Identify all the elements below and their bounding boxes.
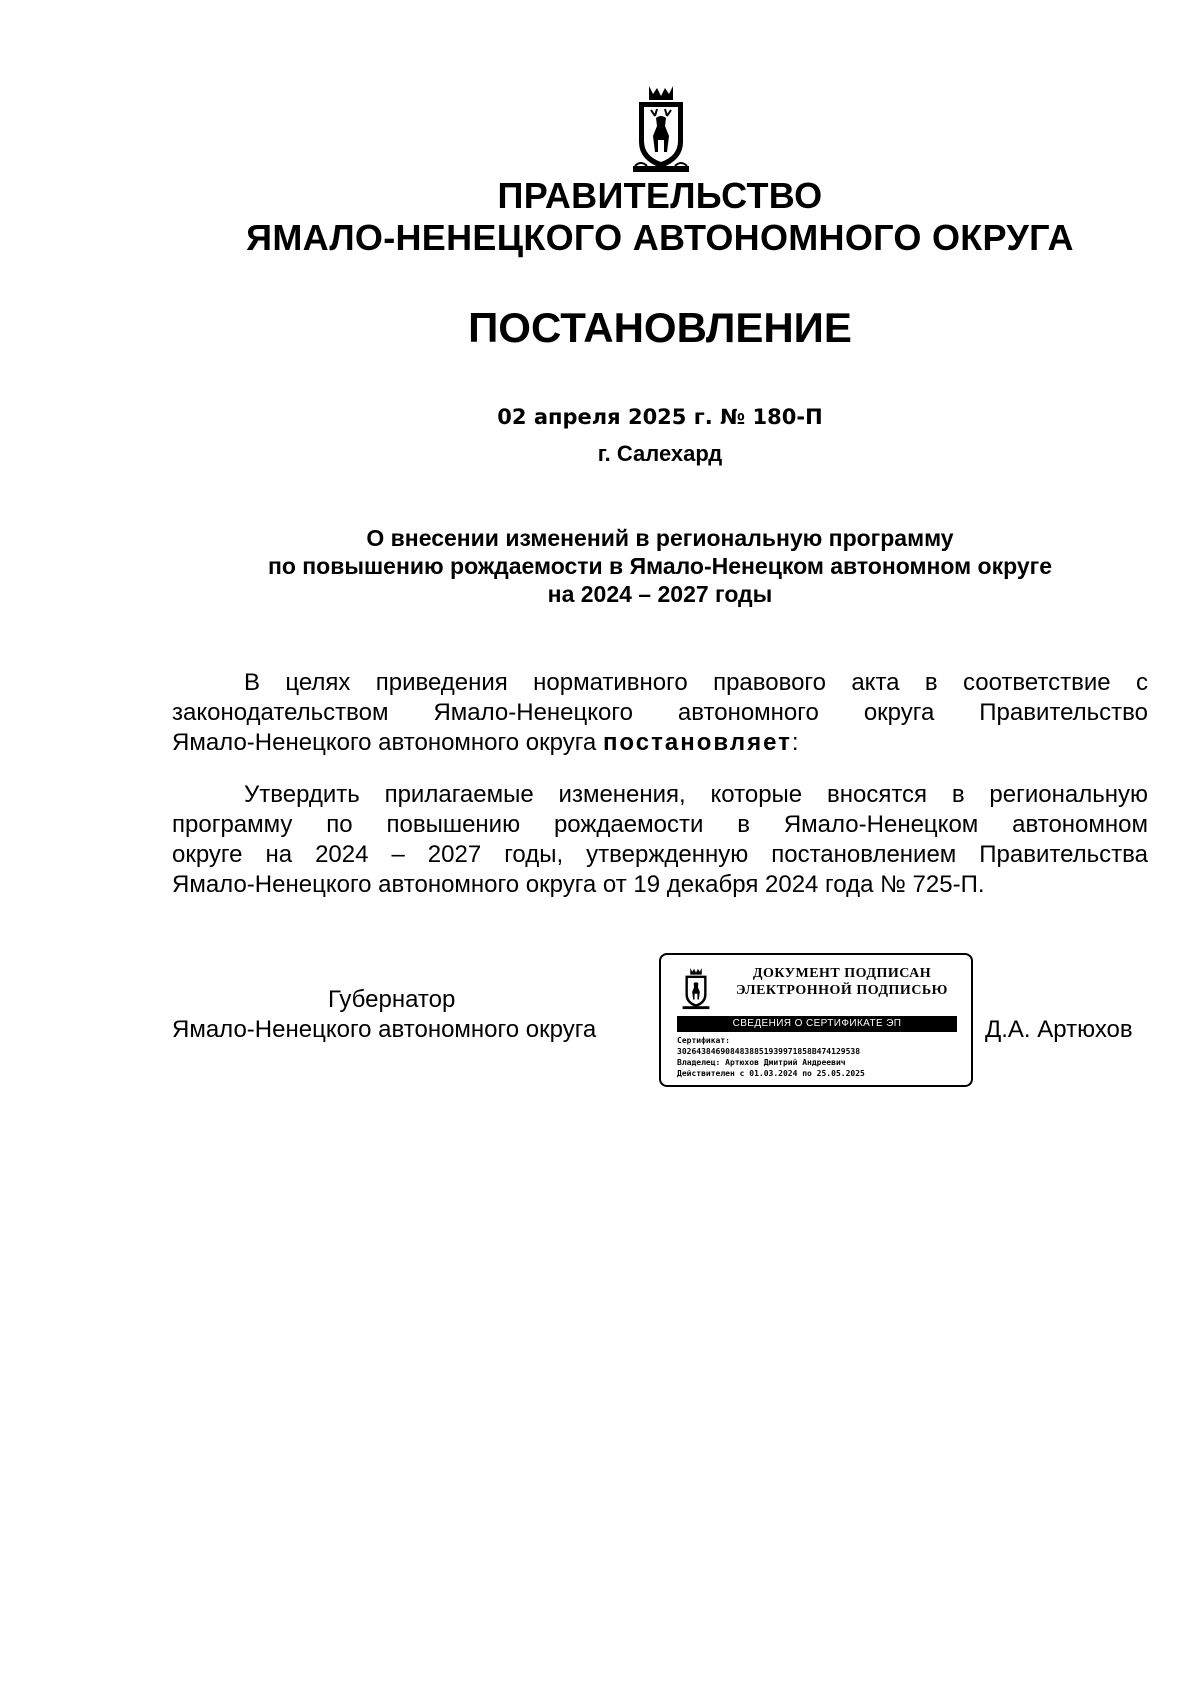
- paragraph-line: программу по повышению рождаемости в Ямало-Ненецком автономном: [172, 811, 1148, 838]
- title-line: по повышению рождаемости в Ямало-Ненецком автономном округе: [267, 553, 1053, 579]
- stamp-title-line: ЭЛЕКТРОННОЙ ПОДПИСЬЮ: [736, 983, 948, 998]
- signatory-name: Д.А. Артюхов: [985, 1016, 1133, 1043]
- stamp-title-line: ДОКУМЕНТ ПОДПИСАН: [752, 966, 932, 981]
- document-title: [150, 524, 1170, 608]
- certificate-validity: Действителен с 01.03.2024 по 25.05.2025: [677, 1069, 865, 1078]
- title-line: О внесении изменений в региональную программу: [366, 525, 954, 551]
- document-city: г. Салехард: [597, 441, 723, 466]
- certificate-info-bar: СВЕДЕНИЯ О СЕРТИФИКАТЕ ЭП: [677, 1016, 957, 1032]
- paragraph-text: Ямало-Ненецкого автономного округа: [172, 729, 603, 756]
- paragraph-line: законодательством Ямало-Ненецкого автономного округа Правительство: [172, 699, 1148, 726]
- signatory-position: Губернатор: [328, 986, 456, 1013]
- paragraph-line: Ямало-Ненецкого автономного округа от 19 декабря 2024 года № 725-П.: [172, 871, 985, 898]
- paragraph-line: В целях приведения нормативного правового акта в соответствие с: [244, 669, 1148, 696]
- title-line: на 2024 – 2027 годы: [547, 581, 773, 607]
- document-date-number: 02 апреля 2025 г. № 180-П: [497, 405, 823, 429]
- government-title: ПРАВИТЕЛЬСТВО: [497, 175, 823, 216]
- certificate-number: 3026438469084838851939971858B474129538: [677, 1047, 861, 1056]
- coat-of-arms-emblem: [631, 84, 691, 176]
- signatory-region: Ямало-Ненецкого автономного округа: [172, 1016, 597, 1043]
- paragraph-text: :: [791, 729, 799, 756]
- resolves-keyword: постановляет: [602, 729, 792, 756]
- paragraph-line: [172, 728, 1148, 758]
- government-region: ЯМАЛО-НЕНЕЦКОГО АВТОНОМНОГО ОКРУГА: [246, 217, 1074, 258]
- document-type: ПОСТАНОВЛЕНИЕ: [468, 304, 852, 351]
- stamp-emblem-icon: [681, 967, 711, 1011]
- body-paragraph: [172, 780, 1148, 900]
- paragraph-line: Утвердить прилагаемые изменения, которые вносятся в региональную: [244, 781, 1148, 808]
- electronic-signature-stamp: [659, 953, 973, 1087]
- paragraph-line: округе на 2024 – 2027 годы, утвержденную постановлением Правительства: [172, 841, 1148, 868]
- certificate-details: [677, 1035, 865, 1079]
- certificate-owner: Владелец: Артюхов Дмитрий Андреевич: [677, 1058, 846, 1067]
- certificate-label: Сертификат:: [677, 1036, 730, 1045]
- body-paragraph: [172, 668, 1148, 758]
- stamp-title: [727, 965, 957, 999]
